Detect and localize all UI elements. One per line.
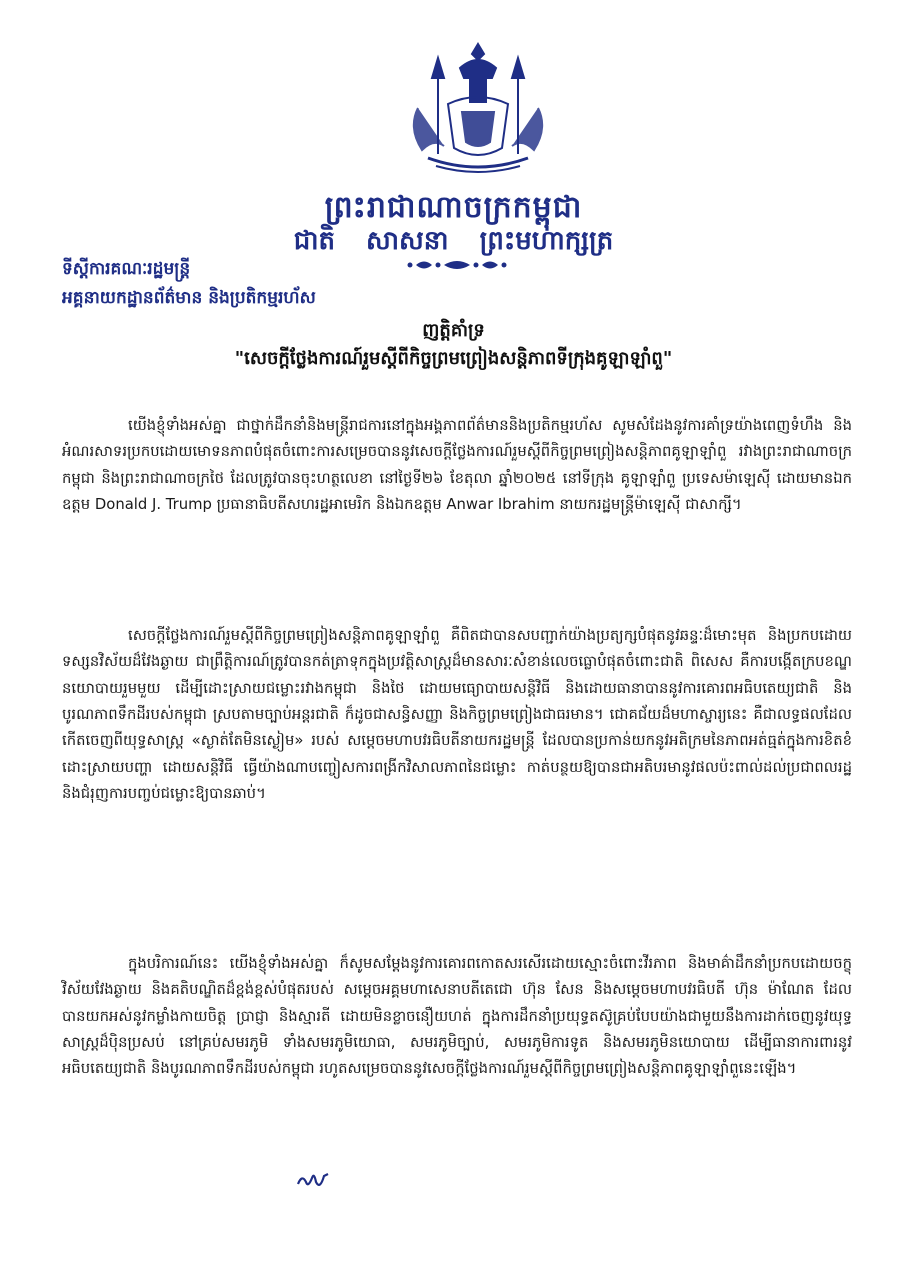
office-name: ទីស្ដីការគណៈរដ្ឋមន្ត្រី (62, 259, 191, 279)
document-title: "សេចក្តីថ្លែងការណ៍រួមស្តីពីកិច្ចព្រមព្រៀងសន្តិភាពទីក្រុងគូឡាឡាំពួ" (234, 348, 673, 369)
paragraph-1: យើងខ្ញុំទាំងអស់គ្នា ជាថ្នាក់ដឹកនាំនិងមន្ត្រីរាជការនៅក្នុងអង្គភាពព័ត៌មាននិងប្រតិកម្មរហ័ស សូមសំដែងនូវការគាំទ្រយ៉ាងពេញទំហឹង និងអំណរសាទរប្រកបដោយមោទនភាពបំផុតចំពោះការសម្រេចបាននូវសេចក្តីថ្លែងការណ៍រួមស្តីពីកិច្ចព្រមព្រៀងសន្តិភាពគូឡាឡាំពួ រវាងព្រះរាជាណាចក្រកម្ពុជា និងព្រះរាជាណាចក្រថៃ ដែលត្រូវបានចុះហត្ថលេខា នៅថ្ងៃទី២៦ ខែតុលា ឆ្នាំ២០២៥ នៅទីក្រុង គូឡាឡាំពួ ប្រទេសម៉ាឡេស៊ី ដោយមានឯកឧត្តម Donald J. Trump ប្រធានាធិបតីសហរដ្ឋអាមេរិក និងឯកឧត្តម Anwar Ibrahim នាយករដ្ឋមន្ត្រីម៉ាឡេស៊ី ជាសាក្សី។ (62, 416, 852, 514)
document-type: ញត្តិគាំទ្រ (422, 320, 485, 341)
paragraph-2: សេចក្តីថ្លែងការណ៍រួមស្តីពីកិច្ចព្រមព្រៀងសន្តិភាពគូឡាឡាំពួ គឺពិតជាបានសបញ្ជាក់យ៉ាងប្រត្យក្សបំផុតនូវឆន្ទៈដ៏មោះមុត និងប្រកបដោយទស្សនវិស័យដ៏វែងឆ្ងាយ ជាព្រឹត្តិការណ៍ត្រូវបានកត់ត្រាទុកក្នុងប្រវត្តិសាស្ត្រដ៏មានសារៈសំខាន់លេចធ្លោបំផុតចំពោះជាតិ ពិសេស គឺការបង្កើតក្របខណ្ឌនយោបាយរួមមួយ ដើម្បីដោះស្រាយជម្លោះរវាងកម្ពុជា និងថៃ ដោយមធ្យោបាយសន្តិវិធី និងដោយធានាបាននូវការគោរពអធិបតេយ្យជាតិ និងបូរណភាពទឹកដីរបស់កម្ពុជា ស្របតាមច្បាប់អន្តរជាតិ ក៏ដូចជាសន្ធិសញ្ញា និងកិច្ចព្រមព្រៀងជាធរមាន។ ជោគជ័យដ៏មហាស្ចារ្យនេះ គឺជាលទ្ធផលដែលកើតចេញពីយុទ្ធសាស្ត្រ «ស្ងាត់តែមិនស្ងៀម» របស់ សម្តេចមហាបវរធិបតីនាយករដ្ឋមន្ត្រី ដែលបានប្រកាន់យកនូវអតិក្រមនៃភាពអត់ធ្មត់ក្នុងការខិតខំដោះស្រាយបញ្ហា ដោយសន្តិវិធី ធ្វើយ៉ាងណាបញ្ចៀសការពង្រីកវិសាលភាពនៃជម្លោះ កាត់បន្ថយឱ្យបានជាអតិបរមានូវផលប៉ះពាល់ដល់ប្រជាពលរដ្ឋ និងជំរុញការបញ្ចប់ជម្លោះឱ្យបានឆាប់។ (62, 626, 852, 803)
kingdom-name: ព្រះរាជាណាចក្រកម្ពុជា (324, 190, 583, 225)
national-motto: ជាតិ សាសនា ព្រះមហាក្សត្រ (293, 226, 614, 256)
paragraph-3: ក្នុងបរិការណ៍នេះ យើងខ្ញុំទាំងអស់គ្នា ក៏សូមសម្តែងនូវការគោរពកោតសរសើរដោយស្មោះចំពោះវីរភាព និងមាគ៌ាដឹកនាំប្រកបដោយចក្ខុវិស័យវែងឆ្ងាយ និងគតិបណ្ឌិតដ៏ខ្ពង់ខ្ពស់បំផុតរបស់ សម្តេចអគ្គមហាសេនាបតីតេជោ ហ៊ុន សែន និងសម្តេចមហាបវរធិបតី ហ៊ុន ម៉ាណែត ដែលបានយកអស់នូវកម្លាំងកាយចិត្ត ប្រាជ្ញា និងស្មារតី ដោយមិនខ្លាចនឿយហត់ ក្នុងការដឹកនាំប្រយុទ្ធតស៊ូគ្រប់បែបយ៉ាងជាមួយនឹងការដាក់ចេញនូវយុទ្ធសាស្ត្រដ៏ប៉ិនប្រសប់ នៅគ្រប់សមរភូមិ ទាំងសមរភូមិយោធា, សមរភូមិច្បាប់, សមរភូមិការទូត និងសមរភូមិនយោបាយ ដើម្បីធានាការពារនូវអធិបតេយ្យជាតិ និងបូរណភាពទឹកដីរបស់កម្ពុជា រហូតសម្រេចបាននូវសេចក្តីថ្លែងការណ៍រួមស្តីពីកិច្ចព្រមព្រៀងសន្តិភាពគូឡាឡាំពួនេះឡើង។ (62, 954, 852, 1078)
department-name: អគ្គនាយកដ្ឋានព័ត៌មាន និងប្រតិកម្មរហ័ស (62, 288, 316, 308)
handwritten-initial-icon (296, 1170, 330, 1192)
ornament-divider-icon (402, 258, 512, 272)
royal-arms-emblem-icon (398, 38, 558, 178)
